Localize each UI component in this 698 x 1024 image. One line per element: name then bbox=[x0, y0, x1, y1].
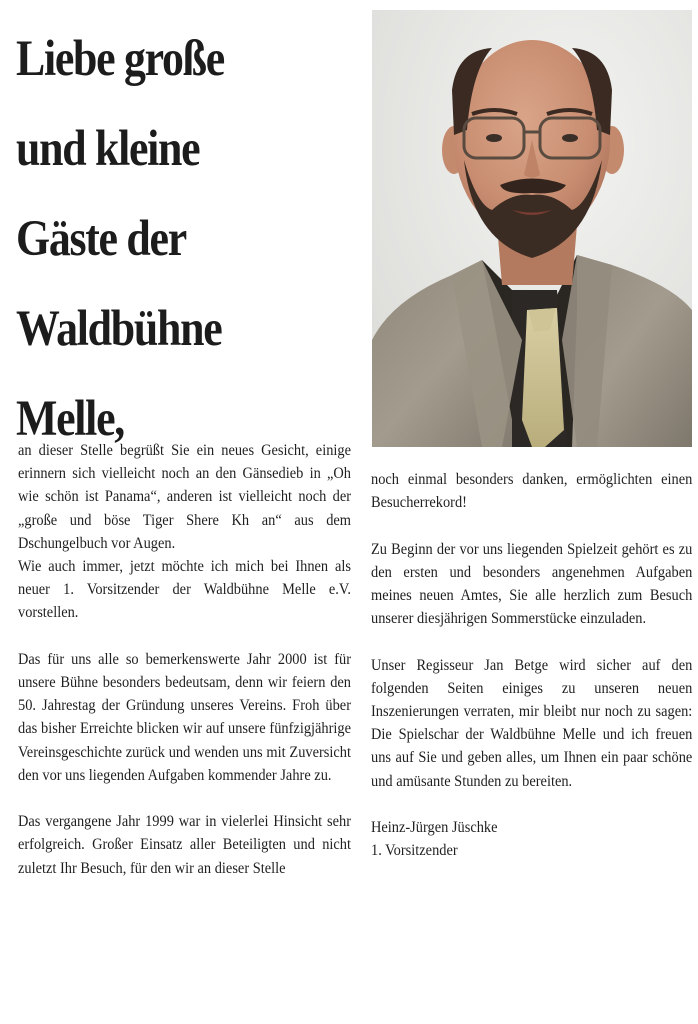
right-column bbox=[371, 468, 692, 862]
headline-line-1: Liebe große bbox=[16, 31, 224, 87]
headline-line-2: und kleine bbox=[16, 121, 200, 177]
paragraph-1999: Das vergangene Jahr 1999 war in vielerlei Hinsicht sehr erfolgreich. Großer Einsatz aller Beteiligten und nicht zuletzt Ihr Besuch, für den wir an dieser Stelle bbox=[18, 813, 351, 877]
signature-title: 1. Vorsitzender bbox=[371, 842, 458, 860]
signature-name: Heinz-Jürgen Jüschke bbox=[371, 819, 498, 836]
headline-line-5: Melle, bbox=[16, 391, 124, 447]
headline-line-3: Gäste der bbox=[16, 211, 186, 267]
paragraph-anniversary: Das für uns alle so bemerkenswerte Jahr 2000 ist für unsere Bühne besonders bedeutsam, denn wir feiern den 50. Jahrestag der Gründung unseres Vereins. Froh über das bisher Erreichte blicken wir auf unsere fünfzigjährige Vereinsgeschichte zurück und wenden uns mit Zuversicht den vor uns liegenden Aufgaben kommender Jahre zu. bbox=[18, 650, 351, 784]
portrait-photo bbox=[372, 10, 692, 447]
portrait-illustration bbox=[372, 10, 692, 447]
paragraph-record: noch einmal besonders danken, ermöglichten einen Besucherrekord! bbox=[371, 471, 693, 512]
paragraph-intro: an dieser Stelle begrüßt Sie ein neues Gesicht, einige erinnern sich vielleicht noch an den Gänsedieb in „Oh wie schön ist Panama“, anderen ist vielleicht noch der „große und böse Tiger Shere Kh an“ aus dem Dschungelbuch vor Augen. bbox=[18, 442, 351, 552]
headline-line-4: Waldbühne bbox=[16, 301, 222, 357]
headline bbox=[16, 14, 308, 464]
paragraph-introduction: Wie auch immer, jetzt möchte ich mich bei Ihnen als neuer 1. Vorsitzender der Waldbühne Melle e.V. vorstellen. bbox=[18, 558, 351, 622]
left-column bbox=[18, 439, 351, 880]
paragraph-director: Unser Regisseur Jan Betge wird sicher auf den folgenden Seiten einiges zu unseren neuen Inszenierungen verraten, mir bleibt nur noch zu sagen: Die Spielschar der Waldbühne Melle und ich freuen uns auf Sie und geben alles, um Ihnen ein paar schöne und amüsante Stunden zu bereiten. bbox=[371, 656, 693, 790]
paragraph-invitation: Zu Beginn der vor uns liegenden Spielzeit gehört es zu den ersten und besonders angenehmen Aufgaben meines neuen Amtes, Sie alle herzlich zum Besuch unserer diesjährigen Sommerstücke einzuladen. bbox=[371, 540, 693, 628]
